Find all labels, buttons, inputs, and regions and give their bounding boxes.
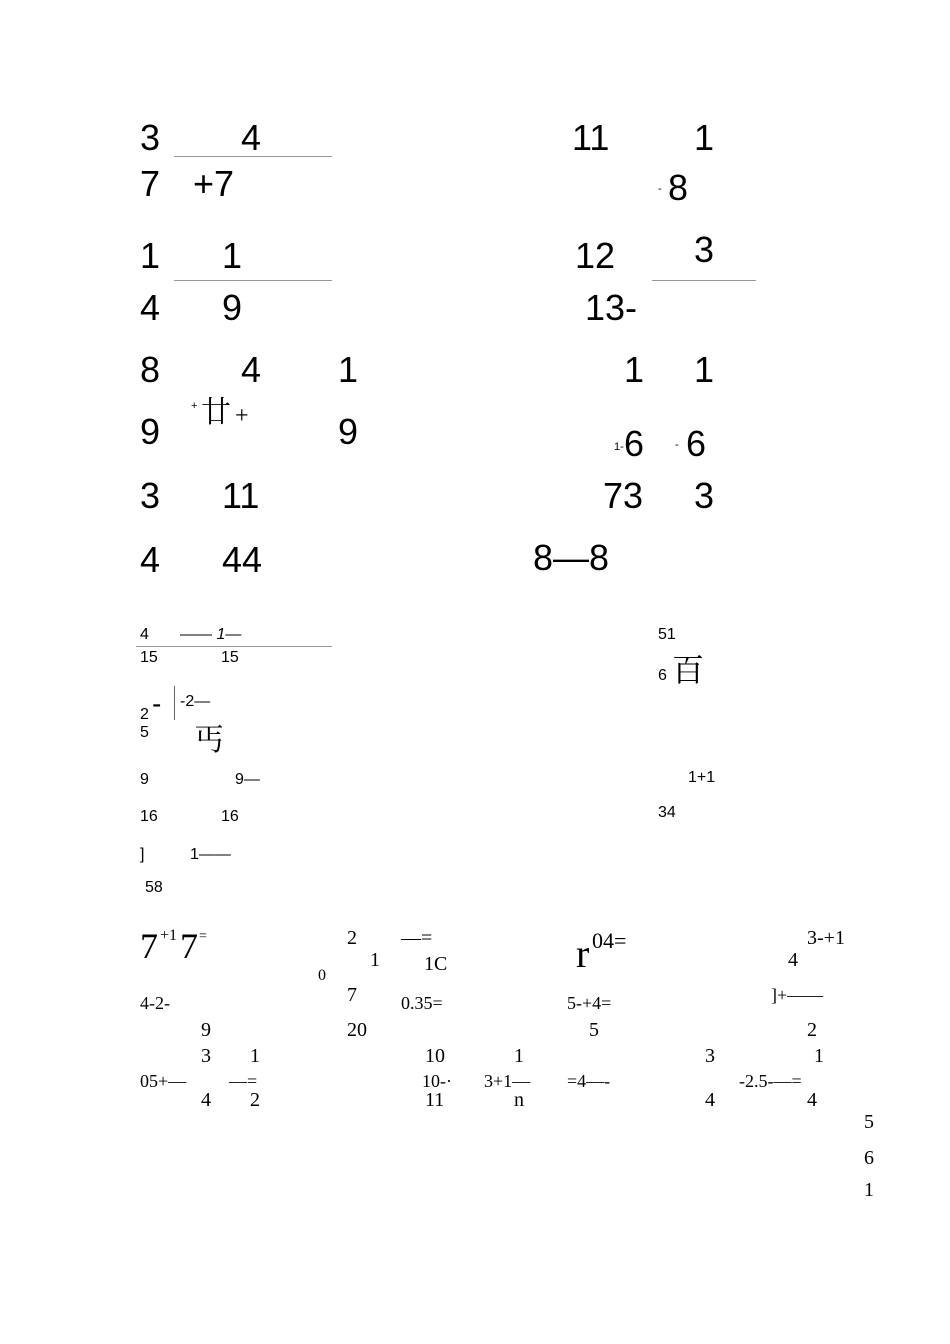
expr-text: 6 [864, 1147, 874, 1169]
expr-text: 6 [686, 423, 707, 464]
expr-text: 1 [864, 1179, 874, 1201]
expr-text: -2.5-—= [739, 1071, 802, 1091]
expr-text: —= [401, 927, 433, 949]
expr-text: 6 [658, 667, 667, 684]
expr-text: 3+1— [484, 1071, 531, 1091]
expr-text: 2 [807, 1019, 817, 1041]
expr-text: 4 [140, 539, 161, 580]
expr-text: 4 [788, 949, 798, 971]
expr-text: +1 [160, 927, 178, 944]
expr-text: - [152, 688, 162, 719]
divider-line [174, 686, 175, 720]
expr-text: 05+— [140, 1071, 187, 1091]
expr-text: 16 [221, 808, 239, 825]
expr-text: 4 [201, 1089, 211, 1111]
expr-glyph: 百 [672, 651, 705, 689]
expr-text: 5 [140, 724, 149, 741]
expr-text: 4 [241, 117, 262, 158]
expr-text: 1 [514, 1045, 524, 1067]
expr-text: 3 [694, 229, 715, 270]
expr-text: 3 [140, 475, 161, 516]
expr-text: 13- [585, 287, 638, 328]
expr-text: 15 [221, 649, 239, 666]
expr-text: 16 [140, 808, 158, 825]
expr-text: +7 [193, 163, 235, 204]
expr-text: 5-+4= [567, 993, 612, 1013]
expr-text: 1- [614, 441, 624, 453]
expr-text: 1 [140, 235, 161, 276]
expr-text: 10-· [422, 1071, 452, 1091]
expr-glyph: 丐 [194, 723, 224, 758]
expr-text: 1 [222, 235, 243, 276]
expr-text: 1C [424, 953, 448, 975]
expr-text: 5 [864, 1111, 874, 1133]
expr-text: 51 [658, 626, 676, 643]
expr-text: + [235, 403, 249, 429]
expr-text: 15 [140, 649, 158, 666]
expr-text: 1 [694, 117, 715, 158]
expr-text: 7 [180, 926, 198, 966]
expr-text: - [658, 183, 662, 195]
expr-text: 3-+1 [807, 927, 845, 949]
expr-text: ] [140, 846, 145, 863]
expr-text: 11 [425, 1089, 445, 1111]
expr-text: 9 [140, 411, 161, 452]
expr-text: 1 [370, 949, 380, 971]
expr-text: 9— [235, 771, 260, 788]
expr-text: =4—- [567, 1071, 611, 1091]
fraction-bar [174, 156, 332, 157]
expr-text: 4 [241, 349, 262, 390]
expr-text: 7 [140, 926, 158, 966]
expr-text: 44 [222, 539, 263, 580]
fraction-bar [136, 646, 332, 647]
expr-text: 11 [222, 475, 260, 516]
expr-text: + [191, 400, 198, 412]
expr-text: 2 [250, 1089, 260, 1111]
expr-text: 2 [347, 927, 357, 949]
expr-text: 8 [668, 167, 689, 208]
expr-text: 1 [250, 1045, 260, 1067]
expr-text: 9 [201, 1019, 211, 1041]
expr-text: 4 [705, 1089, 715, 1111]
expr-text: 1 [814, 1045, 824, 1067]
expr-text: 1 [694, 349, 715, 390]
expr-text: 12 [575, 235, 616, 276]
expr-text: 9 [338, 411, 359, 452]
expr-text: 4 [140, 287, 161, 328]
expr-text: 4 [807, 1089, 817, 1111]
expr-text: 0.35= [401, 993, 443, 1013]
fraction-bar [652, 280, 756, 281]
expr-text: -2— [180, 693, 211, 710]
expr-text: ]+—— [771, 985, 824, 1005]
expr-text: 9 [222, 287, 243, 328]
expr-text: 58 [145, 879, 163, 896]
expr-text: - [675, 439, 679, 451]
expr-text: 10 [425, 1045, 445, 1067]
expr-text: 73 [603, 475, 644, 516]
expr-text: 2 [140, 706, 149, 723]
expr-text: 6 [624, 423, 645, 464]
expr-text: —= [229, 1071, 258, 1091]
expr-text: 7 [347, 984, 357, 1006]
expr-glyph: 廿 [201, 395, 231, 430]
expr-text: = [199, 929, 207, 944]
expr-text: 1 [624, 349, 645, 390]
expr-text: 4-2- [140, 993, 170, 1013]
expr-text: 1—— [190, 846, 231, 863]
expr-text: 20 [347, 1019, 367, 1041]
expr-text: 3 [705, 1045, 715, 1067]
expr-text: —— 1— [180, 626, 242, 643]
expr-text: 5 [589, 1019, 599, 1041]
expr-text: 3 [694, 475, 715, 516]
expr-text: 3 [201, 1045, 211, 1067]
expr-text: 11 [572, 117, 610, 158]
expr-text: 8—8 [533, 537, 610, 578]
expr-text: 3 [140, 117, 161, 158]
expr-text: 4 [140, 626, 149, 643]
expr-text: 0 [318, 967, 326, 984]
expr-text: n [514, 1089, 524, 1111]
expr-text: r [576, 931, 590, 976]
expr-text: 8 [140, 349, 161, 390]
fraction-bar [174, 280, 332, 281]
expr-text: 04= [592, 928, 627, 953]
expr-text: 9 [140, 771, 149, 788]
expr-text: 1 [338, 349, 359, 390]
expr-text: 34 [658, 804, 676, 821]
expr-text: 1+1 [688, 769, 716, 786]
expr-text: 7 [140, 163, 161, 204]
